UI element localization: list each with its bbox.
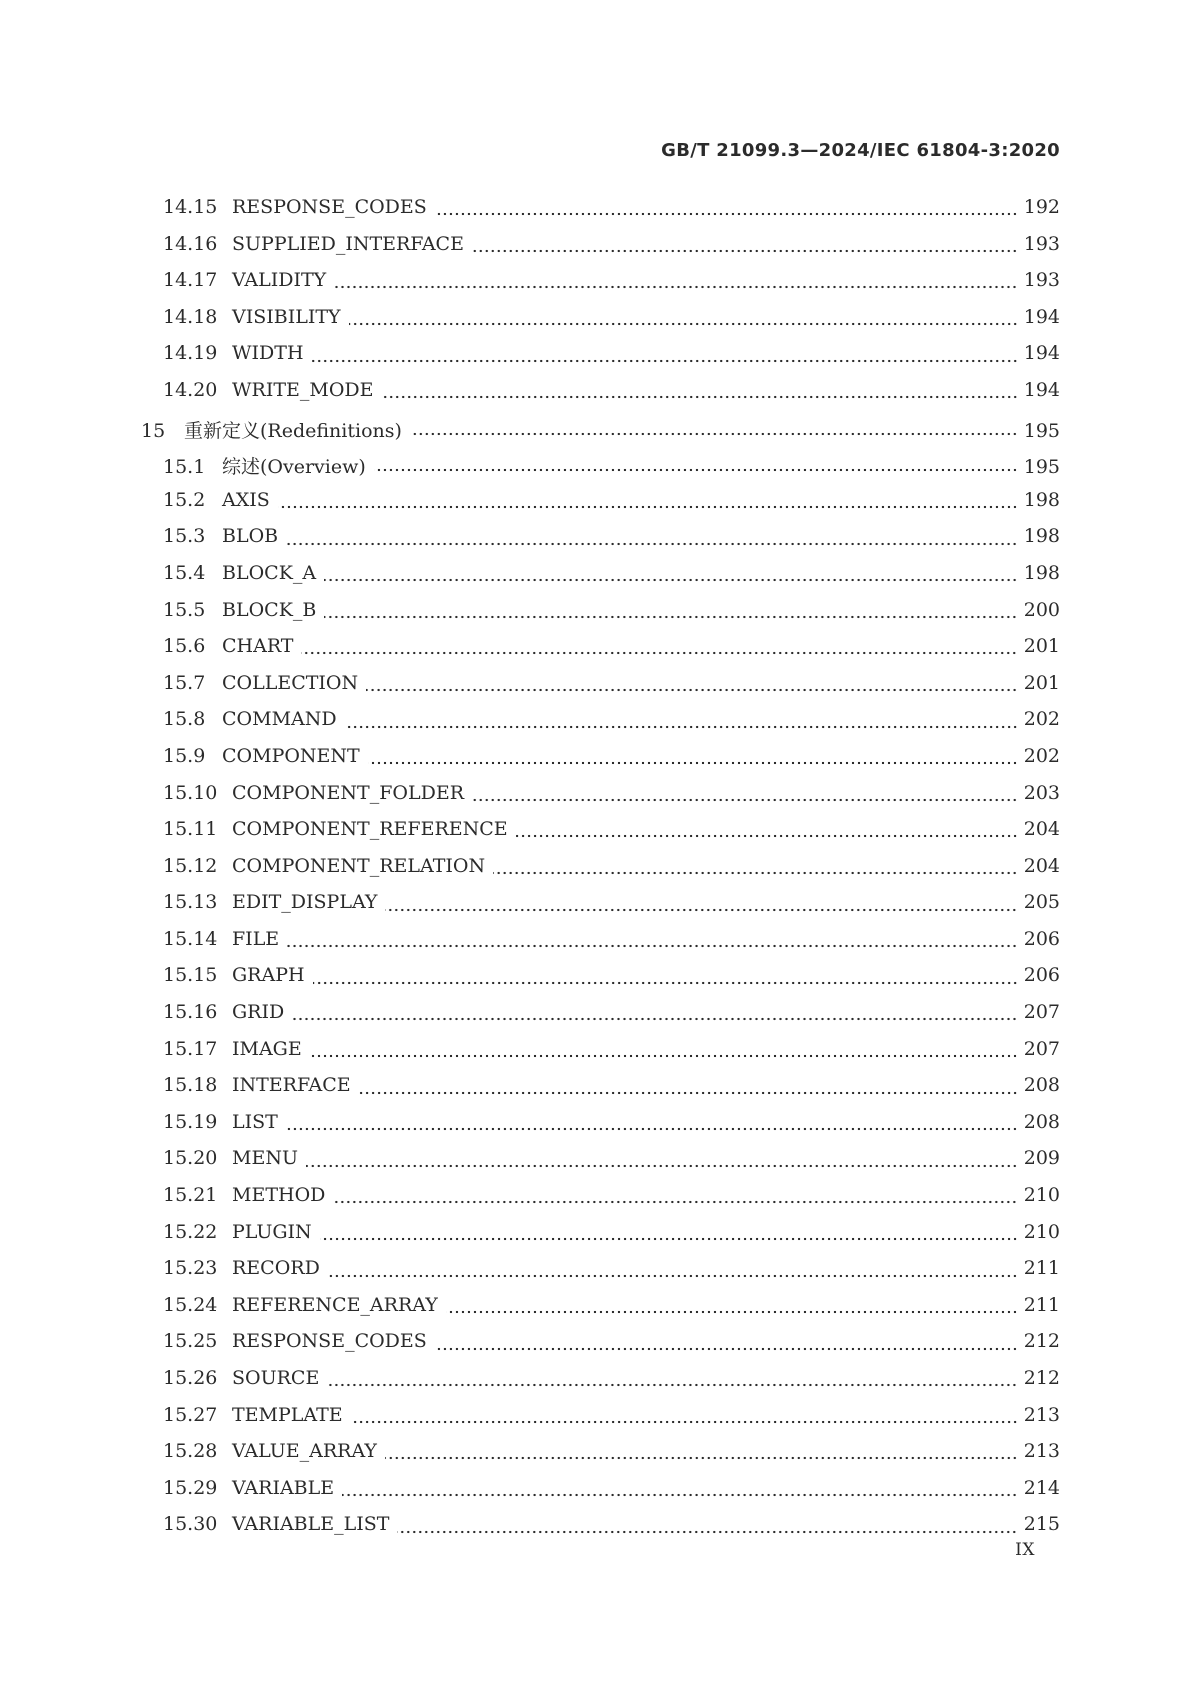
- toc-entry-number: 14.17: [163, 269, 218, 292]
- toc-entry[interactable]: [0, 269, 1191, 306]
- toc-entry-number: 15.14: [163, 927, 218, 950]
- toc-entry-page: 206: [1023, 927, 1060, 950]
- toc-entry-number: 15.24: [163, 1293, 218, 1316]
- toc-entry-number: 14.19: [163, 342, 218, 365]
- dot-leader: [310, 1053, 1018, 1059]
- toc-entry-title: RESPONSE_CODES: [232, 1330, 427, 1353]
- toc-entry[interactable]: [0, 1404, 1191, 1441]
- toc-entry[interactable]: [0, 196, 1191, 233]
- toc-entry[interactable]: [0, 379, 1191, 416]
- toc-entry-page: 212: [1023, 1367, 1060, 1389]
- toc-entry-number: 14.16: [163, 232, 218, 255]
- toc-entry[interactable]: [0, 1367, 1191, 1404]
- toc-entry-title: VISIBILITY: [232, 305, 341, 328]
- toc-entry-number: 15.9: [163, 744, 206, 767]
- toc-entry-title: INTERFACE: [232, 1074, 351, 1097]
- dot-leader: [342, 1492, 1018, 1498]
- toc-entry-title: SOURCE: [232, 1367, 320, 1389]
- toc-entry[interactable]: [0, 782, 1191, 819]
- toc-entry-number: 15.28: [163, 1440, 218, 1463]
- toc-entry-title: GRAPH: [232, 964, 305, 987]
- dot-leader: [374, 467, 1018, 473]
- toc-entry-title: VARIABLE_LIST: [232, 1513, 390, 1536]
- toc-entry-number: 15.20: [163, 1147, 218, 1170]
- toc-entry[interactable]: [0, 1184, 1191, 1221]
- toc-entry[interactable]: [0, 855, 1191, 892]
- toc-entry[interactable]: [0, 1111, 1191, 1148]
- toc-entry-number: 15.12: [163, 854, 218, 877]
- toc-entry-number: 15.17: [163, 1037, 218, 1060]
- toc-entry[interactable]: [0, 1440, 1191, 1477]
- toc-entry[interactable]: [0, 891, 1191, 928]
- dot-leader: [312, 358, 1018, 364]
- toc-entry[interactable]: [0, 233, 1191, 270]
- dot-leader: [349, 321, 1018, 327]
- dot-leader: [410, 431, 1018, 437]
- toc-entry-title: LIST: [232, 1110, 278, 1133]
- toc-entry-number: 15.3: [163, 525, 206, 548]
- toc-entry-number: 14.20: [163, 378, 218, 401]
- toc-entry[interactable]: [0, 818, 1191, 855]
- dot-leader: [446, 1309, 1018, 1315]
- dot-leader: [286, 1126, 1018, 1132]
- dot-leader: [345, 724, 1018, 730]
- toc-entry-number: 15.15: [163, 964, 218, 987]
- toc-entry-number: 15.19: [163, 1110, 218, 1133]
- dot-leader: [286, 541, 1018, 547]
- toc-entry-page: 202: [1023, 708, 1060, 731]
- toc-entry-number: 15.13: [163, 891, 218, 914]
- toc-entry-number: 15.21: [163, 1184, 218, 1207]
- toc-entry-page: 198: [1023, 525, 1060, 548]
- toc-entry[interactable]: [0, 489, 1191, 526]
- toc-entry[interactable]: [0, 562, 1191, 599]
- dot-leader: [324, 614, 1017, 620]
- dot-leader: [359, 1090, 1018, 1096]
- toc-entry[interactable]: [0, 1330, 1191, 1367]
- toc-entry[interactable]: [0, 745, 1191, 782]
- dot-leader: [324, 577, 1018, 583]
- toc-entry-page: 207: [1023, 1001, 1060, 1024]
- toc-entry-title: COLLECTION: [222, 671, 359, 694]
- toc-entry-page: 193: [1023, 269, 1060, 292]
- toc-entry-page: 195: [1023, 419, 1060, 442]
- toc-entry-page: 192: [1023, 196, 1060, 218]
- toc-entry-page: 210: [1023, 1184, 1060, 1207]
- toc-entry[interactable]: [0, 1038, 1191, 1075]
- toc-entry-title: WIDTH: [232, 342, 304, 365]
- toc-entry-title: VALUE_ARRAY: [232, 1440, 377, 1463]
- toc-entry-number: 15.5: [163, 598, 206, 621]
- toc-entry-title: MENU: [232, 1147, 298, 1170]
- toc-entry-title: COMMAND: [222, 708, 337, 731]
- toc-entry-page: 204: [1023, 818, 1060, 841]
- dot-leader: [435, 1346, 1018, 1352]
- dot-leader: [333, 1199, 1017, 1205]
- dot-leader: [278, 504, 1018, 510]
- toc-entry-page: 206: [1023, 964, 1060, 987]
- toc-entry-title: 综述(Overview): [222, 456, 366, 479]
- toc-entry-page: 194: [1023, 378, 1060, 401]
- dot-leader: [493, 870, 1018, 876]
- toc-entry-page: 207: [1023, 1037, 1060, 1060]
- toc-entry[interactable]: [0, 928, 1191, 965]
- dot-leader: [313, 980, 1018, 986]
- toc-entry-title: AXIS: [222, 488, 270, 511]
- toc-entry-number: 15.25: [163, 1330, 218, 1353]
- toc-entry[interactable]: [0, 708, 1191, 745]
- toc-entry-number: 15.16: [163, 1001, 218, 1024]
- toc-entry-title: COMPONENT_RELATION: [232, 854, 486, 877]
- toc-entry-number: 15.29: [163, 1476, 218, 1499]
- toc-entry-title: VALIDITY: [232, 269, 327, 292]
- toc-entry-number: 15.1: [163, 456, 206, 479]
- dot-leader: [368, 760, 1018, 766]
- toc-entry-number: 14.18: [163, 305, 218, 328]
- toc-entry-title: CHART: [222, 635, 294, 658]
- toc-entry-title: WRITE_MODE: [232, 378, 374, 401]
- toc-entry-number: 14.15: [163, 196, 218, 218]
- toc-entry[interactable]: [0, 306, 1191, 343]
- toc-entry-title: REFERENCE_ARRAY: [232, 1293, 438, 1316]
- toc-entry-page: 209: [1023, 1147, 1060, 1170]
- toc-entry-page: 203: [1023, 781, 1060, 804]
- toc-entry[interactable]: [0, 964, 1191, 1001]
- toc-entry-number: 15.27: [163, 1403, 218, 1426]
- toc-entry[interactable]: [0, 1294, 1191, 1331]
- toc-entry-page: 195: [1023, 456, 1060, 479]
- toc-entry-title: 重新定义(Redefinitions): [184, 419, 402, 442]
- toc-entry-number: 15.18: [163, 1074, 218, 1097]
- toc-entry-title: SUPPLIED_INTERFACE: [232, 232, 464, 255]
- toc-entry-title: RECORD: [232, 1257, 320, 1280]
- toc-entry-page: 202: [1023, 744, 1060, 767]
- toc-entry-title: METHOD: [232, 1184, 326, 1207]
- toc-entry-number: 15.6: [163, 635, 206, 658]
- toc-entry-page: 208: [1023, 1110, 1060, 1133]
- standard-code-header: GB/T 21099.3—2024/IEC 61804-3:2020: [661, 140, 1060, 161]
- toc-entry-page: 194: [1023, 342, 1060, 365]
- toc-entry-number: 15.7: [163, 671, 206, 694]
- dot-leader: [516, 833, 1018, 839]
- toc-entry-title: EDIT_DISPLAY: [232, 891, 378, 914]
- toc-entry-title: GRID: [232, 1001, 285, 1024]
- toc-entry-page: 210: [1023, 1220, 1060, 1243]
- toc-entry-title: COMPONENT_REFERENCE: [232, 818, 508, 841]
- toc-entry-page: 204: [1023, 854, 1060, 877]
- toc-entry-page: 211: [1023, 1257, 1060, 1280]
- dot-leader: [351, 1419, 1018, 1425]
- toc-entry-title: VARIABLE: [232, 1476, 335, 1499]
- page-folio: IX: [1015, 1540, 1035, 1560]
- toc-entry[interactable]: [0, 1221, 1191, 1258]
- toc-entry-number: 15: [141, 419, 166, 442]
- toc-entry-title: RESPONSE_CODES: [232, 196, 427, 218]
- toc-entry-page: 198: [1023, 561, 1060, 584]
- dot-leader: [472, 248, 1018, 254]
- toc-entry-number: 15.2: [163, 488, 206, 511]
- toc-entry[interactable]: [0, 1257, 1191, 1294]
- toc-entry-page: 215: [1023, 1513, 1060, 1536]
- dot-leader: [334, 284, 1018, 290]
- dot-leader: [287, 943, 1018, 949]
- toc-entry-number: 15.11: [163, 818, 218, 841]
- toc-entry-page: 213: [1023, 1440, 1060, 1463]
- toc-entry[interactable]: [0, 342, 1191, 379]
- toc-entry-title: COMPONENT: [222, 744, 360, 767]
- toc-entry[interactable]: [0, 1001, 1191, 1038]
- toc-entry-title: COMPONENT_FOLDER: [232, 781, 465, 804]
- dot-leader: [301, 650, 1017, 656]
- toc-entry-number: 15.10: [163, 781, 218, 804]
- toc-entry-page: 193: [1023, 232, 1060, 255]
- dot-leader: [320, 1236, 1018, 1242]
- toc-entry-page: 198: [1023, 488, 1060, 511]
- table-of-contents: [0, 196, 1191, 1550]
- toc-entry-page: 201: [1023, 635, 1060, 658]
- toc-entry-number: 15.23: [163, 1257, 218, 1280]
- toc-entry[interactable]: [0, 452, 1191, 489]
- toc-entry[interactable]: [0, 525, 1191, 562]
- toc-entry-number: 15.4: [163, 561, 206, 584]
- toc-entry-page: 213: [1023, 1403, 1060, 1426]
- toc-entry-title: FILE: [232, 927, 280, 950]
- toc-entry-title: BLOB: [222, 525, 279, 548]
- toc-entry[interactable]: [0, 416, 1191, 453]
- dot-leader: [382, 394, 1018, 400]
- dot-leader: [292, 1016, 1018, 1022]
- toc-entry-number: 15.30: [163, 1513, 218, 1536]
- toc-entry[interactable]: [0, 1074, 1191, 1111]
- dot-leader: [306, 1163, 1018, 1169]
- toc-entry-page: 214: [1023, 1476, 1060, 1499]
- dot-leader: [397, 1529, 1017, 1535]
- toc-entry-number: 15.8: [163, 708, 206, 731]
- toc-entry-page: 212: [1023, 1330, 1060, 1353]
- dot-leader: [472, 797, 1018, 803]
- toc-entry[interactable]: [0, 672, 1191, 709]
- toc-entry-page: 200: [1023, 598, 1060, 621]
- toc-entry-title: BLOCK_B: [222, 598, 317, 621]
- toc-entry[interactable]: [0, 635, 1191, 672]
- toc-entry-title: TEMPLATE: [232, 1403, 343, 1426]
- toc-entry-page: 194: [1023, 305, 1060, 328]
- dot-leader: [327, 1382, 1017, 1388]
- toc-entry-title: BLOCK_A: [222, 561, 317, 584]
- dot-leader: [435, 211, 1018, 217]
- toc-entry[interactable]: [0, 1477, 1191, 1514]
- toc-entry-page: 208: [1023, 1074, 1060, 1097]
- toc-entry-page: 201: [1023, 671, 1060, 694]
- toc-entry[interactable]: [0, 599, 1191, 636]
- dot-leader: [385, 1455, 1018, 1461]
- dot-leader: [385, 907, 1017, 913]
- toc-entry[interactable]: [0, 1513, 1191, 1550]
- toc-entry-page: 211: [1023, 1293, 1060, 1316]
- dot-leader: [328, 1273, 1018, 1279]
- toc-entry-page: 205: [1023, 891, 1060, 914]
- toc-entry-title: PLUGIN: [232, 1220, 312, 1243]
- toc-entry-number: 15.22: [163, 1220, 218, 1243]
- toc-entry-title: IMAGE: [232, 1037, 302, 1060]
- dot-leader: [366, 687, 1018, 693]
- toc-entry[interactable]: [0, 1147, 1191, 1184]
- toc-entry-number: 15.26: [163, 1367, 218, 1389]
